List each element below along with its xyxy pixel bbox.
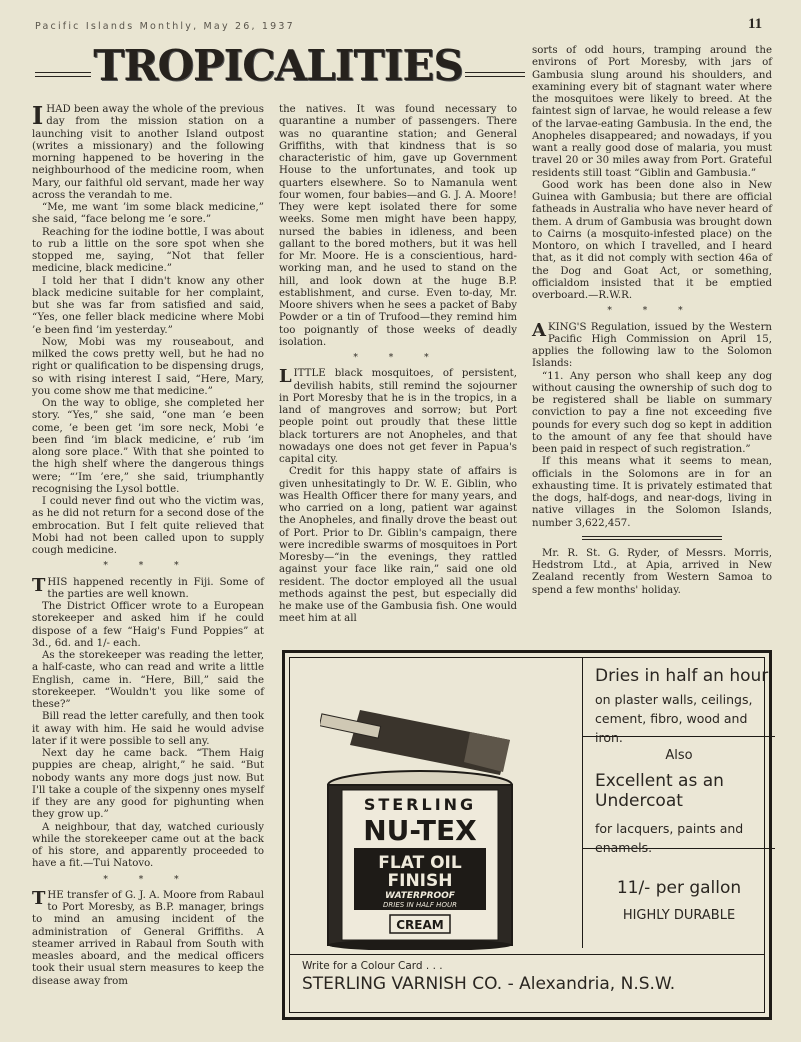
column-1 [32,101,264,988]
paragraph: On the way to oblige, she completed her story. “Yes,” she said, “one man ’e been come, ’e been get ’im sore neck, Mobi ’e been find ’im black medicine, e’ rub ’im along sore place.” With that she pointed to the high shelf where the dangerous things were; “’Im ’ere,” she said, triumphantly recognising the Lysol bottle. [32,398,264,495]
paragraph: Mr. R. St. G. Ryder, of Messrs. Morris, Hedstrom Ltd., at Apia, arrived in New Zealand recently from Western Samoa to spend a few months' holiday. [532,547,772,596]
paragraph-text: ITTLE black mosquitoes, of persistent, devilish habits, still remind the sojourner in Port Moresby that he is in the tropics, in a land of mangroves and sorrow; but Port people point out proudly that these little black torturers are not Anopheles, and that nowadays one does not get fever in Papua's capital city. [279,368,517,465]
masthead-title: TROPICALITIES [93,41,463,90]
masthead-block [35,40,525,92]
paragraph: Reaching for the iodine bottle, I was about to rub a little on the sore spot when she stopped me, saying, “Not that feller medicine, black medicine.” [32,226,264,275]
drop-cap: A [532,319,546,341]
ad-copy-panel [582,658,775,948]
column-3 [532,45,772,597]
masthead-rule-right-thin [465,76,525,77]
ad-dries-headline: Dries in half an hour [595,666,769,686]
ad-bottom-rule [290,954,764,955]
paragraph: sorts of odd hours, tramping around the environs of Port Moresby, with jars of Gambusia slung around his shoulders, and examining every bit of stagnant water where the mosquitoes were likely to breed. At the faintest sign of larvae, he would release a few of the larvae-eating Gambusia. In the end, the Anopheles disappeared; and nowadays, if you want a really good dose of malaria, you must travel 20 or 30 miles away from Port. Grateful residents still toast “Giblin and Gambusia.” [532,45,772,179]
section-divider-stars: * * * [103,874,193,885]
ad-block-undercoat [583,736,775,855]
running-header: Pacific Islands Monthly, May 26, 1937 [35,21,295,32]
ad-price: 11/- per gallon [616,878,742,898]
paragraph: the natives. It was found necessary to quarantine a number of passengers. There was no quarantine station; and General Griffiths, with that kindness that is so characteristic of him, gave up Government House to the unfortunates, and took up quarters elsewhere. So to Namanula went four women, four babies—and G. J. A. Moore! They were kept isolated there for some weeks. Some men might have been happy, nursed the babies in idleness, and been gallant to the bored mothers, but it was hell for Mr. Moore. He is a conscientious, hard-working man, and he used to stand on the hill, and look down at the huge B.P. establishment, and curse. Even to-day, Mr. Moore shivers when he sees a packet of Baby Powder or a tin of Trufood—they remind him too poignantly of those weeks of deadly isolation. [279,104,517,348]
story-fiji-p1 [32,574,264,602]
ad-write-for: Write for a Colour Card . . . [302,960,443,972]
story-missionary-p1 [32,101,264,202]
column-2 [279,104,517,626]
masthead-rule-left [35,72,91,73]
paragraph-text: KING'S Regulation, issued by the Western Pacific High Commission on April 15, applies the following law to the Solomon Islands: [532,321,772,370]
paragraph: If this means what it seems to mean, officials in the Solomons are in for an exhausting time. It is privately estimated that the dogs, half-dogs, and near-dogs, living in native villages in the Solomon Islands, number 3,622,457. [532,456,772,529]
paragraph: “11. Any person who shall keep any dog without causing the ownership of such dog to be registered shall be liable on summary conviction to pay a fine not exceeding five pounds for every such dog so kept in addition to the amount of any fee that should have been paid in respect of such registration.” [532,370,772,455]
advertisement [282,650,772,1020]
section-divider-stars: * * * [353,353,443,363]
paragraph: I could never find out who the victim was, as he did not return for a second dose of the embrocation. But I felt quite relieved that Mobi had not been called upon to supply cough medicine. [32,496,264,556]
paragraph: Bill read the letter carefully, and then took it away with him. He said he would advise later if it were possible to sell any. [32,711,264,747]
ad-footer [302,960,762,994]
can-line-3: WATERPROOF [385,891,455,901]
paragraph: As the storekeeper was reading the letter, a half-caste, who can read and write a little English, came in. “Here, Bill,” said the storekeeper. “Wouldn't you like some of these?” [32,650,264,710]
story-regulation-p1 [532,319,772,371]
paragraph: The District Officer wrote to a European storekeeper and asked him if he could dispose of a few “Haig's Fund Poppies” at 3d., 6d. and 1/- each. [32,601,264,649]
drop-cap: T [32,887,46,909]
page-number: 11 [748,16,763,32]
paragraph-text: HE transfer of G. J. A. Moore from Rabaul to Port Moresby, as B.P. manager, brings to mind an amusing incident of the administration of General Griffiths. A steamer arrived in Rabaul from South with measles aboard, and the medical officers took their usual stern measures to keep the disease away from [32,889,264,987]
paragraph: Credit for this happy state of affairs is given unhesitatingly to Dr. W. E. Giblin, who was Health Officer there for many years, and who carried on a long, patient war against the Anopheles, and finally drove the beast out of Port. Prior to Dr. Giblin's campaign, there were incredible swarms of mosquitoes in Port Moresby—“in the evenings, they rattled against your face like rain,” said one old resident. The doctor employed all the usual methods against the pest, but especially did he make use of the Gambusia fish. One would meet him at all [279,466,517,625]
paragraph-text: HIS happened recently in Fiji. Some of the parties are well known. [47,576,264,600]
paragraph: A neighbour, that day, watched curiously while the storekeeper came out at the back of his store, and apparently proceeded to have a fit.—Tui Natovo. [32,821,264,870]
masthead-rule-left-thin [35,76,91,77]
divider-rule [582,539,722,540]
ad-inner-border [289,657,769,1013]
section-divider-stars: * * * [103,561,193,572]
paint-can-illustration [320,700,520,950]
section-divider-stars: * * * [607,306,697,317]
can-product: NU-TEX [363,814,477,847]
ad-undercoat-headline: Excellent as an Undercoat [595,771,724,811]
paint-brush-icon [320,710,510,775]
can-line-1: FLAT OIL [378,853,462,873]
can-line-2: FINISH [387,871,453,891]
drop-cap: T [32,574,46,596]
masthead-rule-right [465,72,525,73]
ad-surfaces: on plaster walls, ceilings, cement, fibro, wood and iron. [595,692,753,745]
paragraph: “Me, me want ’im some black medicine,” she said, “face belong me ’e sore.” [32,202,264,226]
paragraph: Next day he came back. “Them Haig puppies are cheap, alright,” he said. “But nobody wants any more dogs just now. But I'll take a couple of the sixpenny ones myself if they are any good for pighunting when they grow up.” [32,748,264,821]
ad-undercoat-for: for lacquers, paints and enamels. [595,821,744,855]
ad-block-dries [583,658,775,745]
drop-cap: I [32,101,44,130]
story-moore-p1 [32,887,264,988]
paragraph: I told her that I didn't know any other black medicine suitable for her complaint, but she was far from satisfied and said, “Yes, one feller black medicine where Mobi ’e been find ’im yesterday.” [32,275,264,336]
paragraph: Good work has been done also in New Guinea with Gambusia; but there are official fatheads in Australia who have never heard of them. A drum of Gambusia was brought down to Cairns (a mosquito-infested place) on the Montoro, on which I travelled, and I heard that, as it did not comply with section 46a of the Dog and Goat Act, or something, officialdom insisted that it be emptied overboard.—R.W.R. [532,179,772,301]
can-brand: STERLING [363,795,477,814]
paragraph-text: HAD been away the whole of the previous day from the mission station on a launching visit to another Island outpost (writes a missionary) and the following morning happened to be hovering in the neighbourhood of the medicine room, when Mary, our faithful old servant, made her way across the verandah to me. [32,104,264,201]
ad-company: STERLING VARNISH CO. - Alexandria, N.S.W. [302,974,676,994]
ad-block-price [583,848,775,948]
divider-rule [582,536,722,537]
ad-also: Also [665,748,693,763]
can-line-4: DRIES IN HALF HOUR [383,901,457,909]
ad-durable: HIGHLY DURABLE [622,908,736,923]
can-colour: CREAM [396,918,444,932]
paragraph: Now, Mobi was my rouseabout, and milked the cows pretty well, but he had no right or qualification to be dispensing drugs, so with rising interest I said, “Here, Mary, you come show me that medicine.” [32,336,264,397]
drop-cap: L [279,366,292,388]
story-mosquitoes-p1 [279,368,517,466]
